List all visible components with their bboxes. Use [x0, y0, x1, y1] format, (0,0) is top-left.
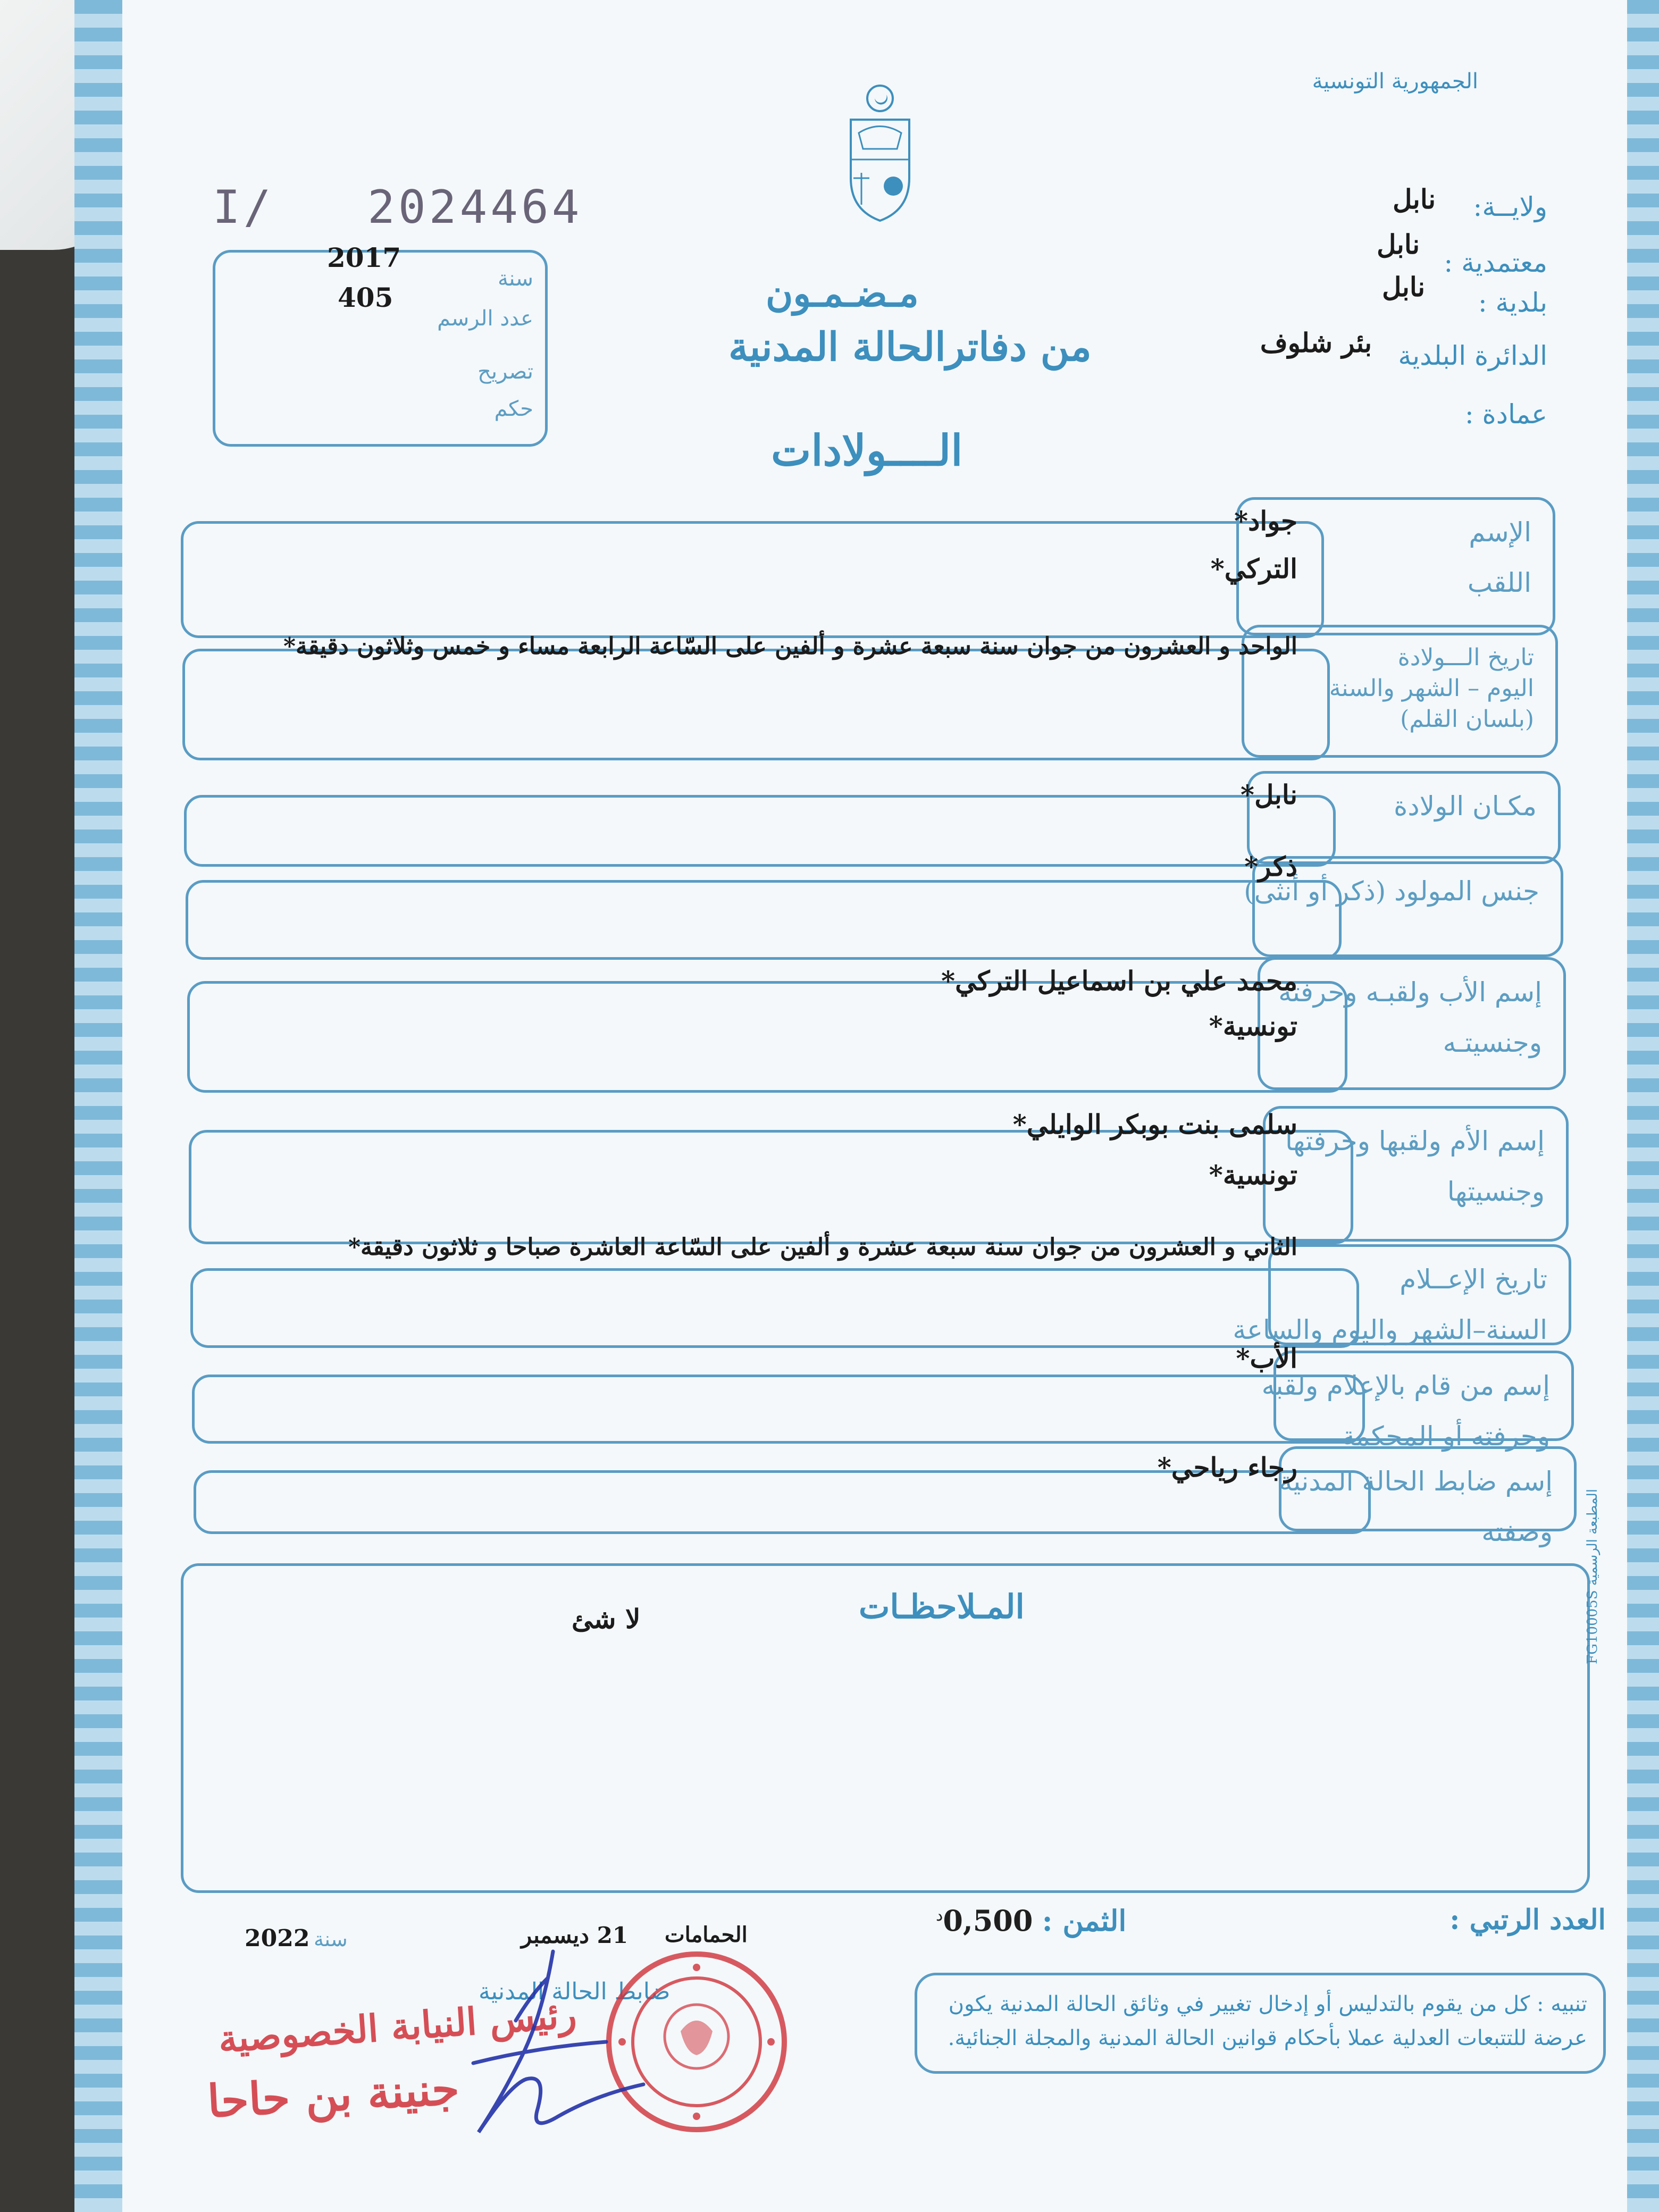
field-value	[941, 965, 1297, 996]
date-month: ديسمبر	[521, 1922, 589, 1948]
field-value	[283, 633, 1297, 660]
field-value-text: تونسية	[1222, 1010, 1297, 1042]
asterisk-mark: *	[1236, 1343, 1250, 1374]
baladiya-value: نابل	[1382, 271, 1425, 303]
field-label: اللقب	[1467, 567, 1531, 598]
field-value-text: التركي	[1224, 553, 1297, 584]
date-day: 21	[597, 1922, 629, 1948]
warning-text: تنبيه : كل من يقوم بالتدليس أو إدخال تغيير في وثائق الحالة المدنية يكون عرضة للتتبعات العدلية عملا بأحكام قوانين الحالة المدنية والمجلة الجنائية.	[948, 1992, 1587, 2050]
field-value-text: سلمى بنت بوبكر الوايلي	[1026, 1109, 1297, 1140]
field-label: إسم من قام بالإعلام ولقبه	[1261, 1370, 1550, 1401]
place-value: الحمامات	[665, 1922, 748, 1947]
warning-box	[915, 1973, 1606, 2074]
serial-footer-label: العدد الرتبي :	[1449, 1904, 1606, 1936]
field-label-box	[1258, 957, 1566, 1090]
field-value-text: الثاني و العشرون من جوان سنة سبعة عشرة و ألفين على السّاعة العاشرة صباحا و ثلاثون دقيقة	[360, 1234, 1297, 1261]
field-value-box	[181, 521, 1324, 638]
asterisk-mark: *	[1209, 1159, 1223, 1191]
baladiya-label: بلدية :	[1478, 287, 1547, 318]
field-value-text: تونسية	[1222, 1159, 1297, 1191]
serial-number	[213, 181, 583, 234]
asterisk-mark: *	[283, 633, 296, 660]
wilaya-label: ولايــة:	[1473, 191, 1547, 222]
mootamadiya-value: نابل	[1377, 229, 1420, 260]
remarks-box	[181, 1563, 1590, 1893]
asterisk-mark: *	[348, 1234, 361, 1261]
field-value-text: ذكر	[1258, 851, 1297, 882]
field-label-box	[1279, 1446, 1577, 1547]
field-label: جنس المولود (ذكر أو أنثى)	[1244, 876, 1539, 907]
daira-value: بئر شلوف	[1260, 327, 1372, 358]
field-value	[1241, 779, 1297, 810]
register-year-label: سنة	[497, 266, 533, 291]
field-value-text: الأب	[1250, 1343, 1297, 1374]
daira-label: الدائرة البلدية	[1398, 340, 1547, 371]
serial-prefix: I/	[213, 181, 274, 234]
asterisk-mark: *	[1157, 1452, 1171, 1483]
field-value	[348, 1234, 1297, 1261]
field-label-box	[1233, 1244, 1571, 1345]
field-value	[1209, 1159, 1297, 1191]
price-label: الثمن :	[1042, 1904, 1127, 1938]
asterisk-mark: *	[1209, 1010, 1223, 1042]
field-value	[1013, 1109, 1297, 1140]
serial-value: 2024464	[367, 181, 583, 234]
field-value-box	[190, 1268, 1359, 1348]
field-value-box	[187, 981, 1347, 1093]
field-value	[1209, 1010, 1297, 1042]
register-box	[213, 242, 548, 447]
field-value	[1158, 1452, 1297, 1483]
coat-of-arms-icon	[845, 80, 915, 223]
field-label: تاريخ الـــولادة	[1397, 644, 1534, 671]
field-value-text: الواحد و العشرون من جوان سنة سبعة عشرة و ألفين على السّاعة الرابعة مساء و خمس وثلاثون دقيقة	[296, 633, 1297, 660]
field-label: (بلسان القلم)	[1400, 706, 1534, 733]
asterisk-mark: *	[1210, 553, 1225, 584]
stamp-line2: جنينة بن حاحا	[206, 2062, 461, 2128]
field-label: إسم الأب ولقبـه وحرفته	[1278, 977, 1542, 1008]
field-label: تاريخ الإعــلام	[1400, 1264, 1547, 1295]
field-value-box	[186, 880, 1342, 960]
field-value	[1236, 1343, 1297, 1374]
decorative-border-left	[74, 0, 122, 2212]
remarks-label: المـلاحظـات	[859, 1587, 1025, 1626]
section-title: الــــولادات	[771, 425, 963, 475]
officer-title: ضابط الحالة المدنية	[479, 1978, 671, 2005]
field-value-box	[184, 795, 1336, 867]
field-value	[1244, 851, 1297, 882]
remarks-value: لا شئ	[572, 1603, 641, 1635]
field-label: مكـان الولادة	[1394, 791, 1537, 822]
field-value-text: رجاء رياحي	[1171, 1452, 1297, 1483]
asterisk-mark: *	[1244, 851, 1259, 882]
asterisk-mark: *	[1240, 779, 1255, 810]
field-label-box	[1263, 1106, 1569, 1242]
title-line1: مـضـمـون	[766, 271, 919, 315]
field-label: إسم ضابط الحالة المدنية	[1279, 1466, 1553, 1497]
footer-year-value: 2022	[245, 1925, 310, 1952]
field-value-box	[182, 649, 1330, 760]
field-value-box	[189, 1130, 1353, 1244]
declaration-label: تصريح	[477, 359, 533, 384]
field-value-text: نابل	[1254, 779, 1297, 810]
asterisk-mark: *	[1234, 505, 1249, 537]
price-unit: د	[936, 1906, 943, 1925]
footer-year-label: سنة	[314, 1928, 348, 1951]
mootamadiya-label: معتمدية :	[1444, 247, 1547, 278]
field-label: وجنسيتـه	[1443, 1027, 1542, 1058]
field-label: وحرفته أو المحكمة	[1342, 1421, 1550, 1452]
field-value-text: جواد	[1248, 505, 1297, 537]
field-value	[1234, 505, 1297, 537]
republic-heading: الجمهورية التونسية	[1312, 69, 1478, 94]
field-label-box	[1244, 856, 1563, 957]
asterisk-mark: *	[1012, 1109, 1027, 1140]
judgment-label: حكم	[494, 397, 533, 421]
decorative-border-right	[1627, 0, 1659, 2212]
field-value-box	[192, 1375, 1365, 1444]
price	[936, 1904, 1126, 1938]
field-label: إسم الأم ولقبها وحرفتها	[1285, 1126, 1545, 1157]
price-value: 0,500	[943, 1904, 1033, 1938]
register-number-value: 405	[338, 282, 393, 313]
field-value-text: محمد علي بن اسماعيل التركي	[955, 965, 1297, 996]
field-label: وصفته	[1481, 1516, 1553, 1547]
printer-note: المطبعة الرسمية FG10005S	[1585, 1489, 1601, 1664]
field-label: السنة–الشهر واليوم والساعة	[1233, 1314, 1547, 1345]
field-label: اليوم – الشهر والسنة	[1329, 675, 1534, 702]
signature	[393, 1936, 670, 2159]
field-value	[1211, 553, 1297, 584]
asterisk-mark: *	[941, 965, 956, 996]
field-label: وجنسيتها	[1447, 1176, 1545, 1207]
birth-certificate-paper	[74, 0, 1659, 2212]
stamp-line1: رئيس النيابة الخصوصية	[216, 1992, 578, 2062]
register-number-label: عدد الرسم	[437, 306, 533, 331]
field-label: الإسم	[1469, 517, 1531, 548]
wilaya-value: نابل	[1393, 183, 1436, 215]
omada-label: عمادة :	[1464, 399, 1547, 430]
title-line2: من دفاترالحالة المدنية	[728, 324, 1092, 370]
register-year-value: 2017	[327, 242, 401, 273]
